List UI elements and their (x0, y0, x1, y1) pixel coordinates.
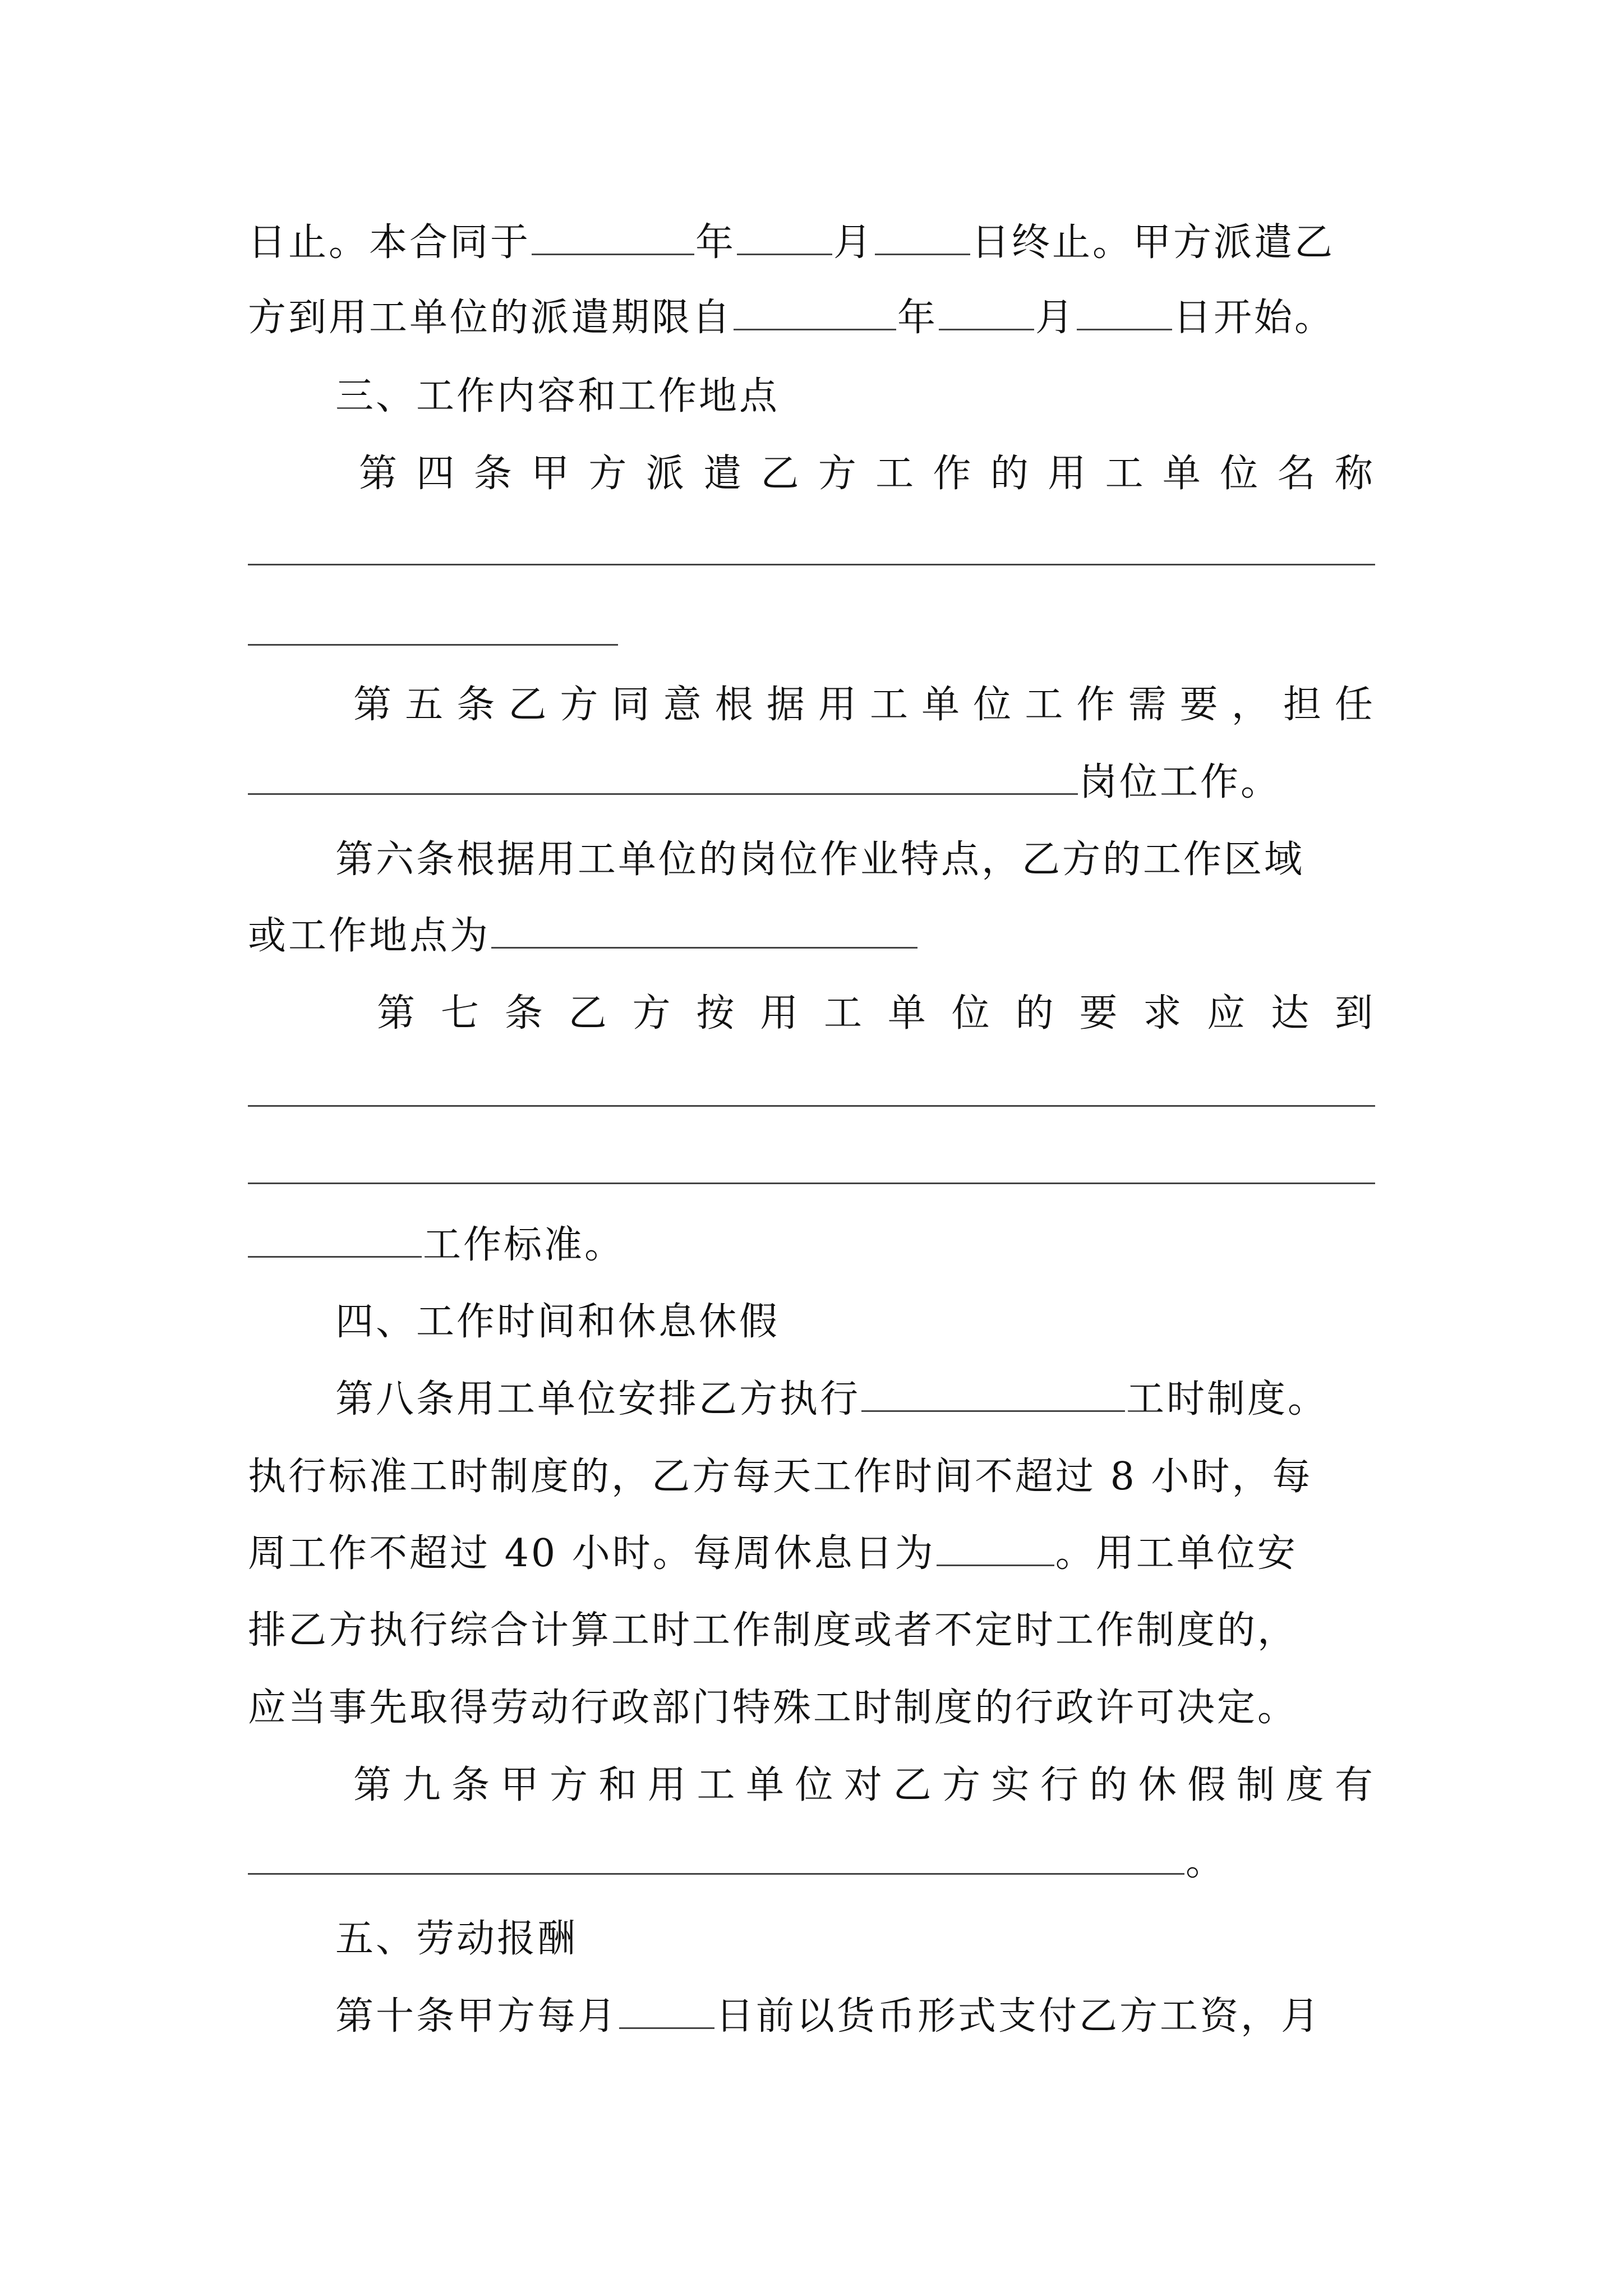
blank-line (737, 253, 832, 255)
article-6: 第六条根据用工单位的岗位作业特点，乙方的工作区域 (335, 838, 1305, 882)
paragraph-line: 应当事先取得劳动行政部门特殊工时制度的行政许可决定。 (248, 1686, 1298, 1730)
text: 日前以货币形式支付乙方工资，月 (716, 1994, 1322, 2039)
blank-line (619, 2027, 714, 2029)
article-5: 第五条乙方同意根据用工单位工作需要，担任 (353, 683, 1375, 727)
blank-line (861, 1410, 1125, 1412)
blank-line (491, 946, 917, 949)
text: 。用工单位安 (1055, 1531, 1298, 1576)
article-9: 第九条甲方和用工单位对乙方实行的休假制度有 (353, 1763, 1375, 1807)
blank-line (937, 1564, 1054, 1566)
text: 月 (1035, 296, 1076, 340)
blank-line (248, 1105, 1375, 1107)
article-8 (335, 1374, 1412, 1425)
blank-line (248, 644, 618, 646)
blank-line (248, 793, 1078, 795)
text: 月 (833, 220, 874, 265)
text: 工时制度。 (1126, 1377, 1329, 1421)
text: 年 (695, 220, 736, 265)
text: 日终止。甲方派遣乙 (971, 220, 1335, 265)
text: 周工作不超过 40 小时。每周休息日为 (248, 1531, 935, 1576)
text: 。 (1186, 1840, 1227, 1884)
text: 工作标准。 (423, 1223, 625, 1267)
text: 岗位工作。 (1079, 760, 1281, 804)
blank-line (875, 253, 970, 255)
section-heading: 四、工作时间和休息休假 (335, 1300, 780, 1344)
blank-line (248, 1872, 1184, 1875)
text: 日止。本合同于 (248, 220, 531, 265)
text: 方到用工单位的派遣期限自 (248, 296, 733, 340)
paragraph-line: 执行标准工时制度的，乙方每天工作时间不超过 8 小时，每 (248, 1455, 1313, 1499)
paragraph-line (248, 911, 1375, 961)
article-10 (335, 1991, 1375, 2042)
text: 年 (897, 296, 938, 340)
paragraph-line (248, 293, 1375, 343)
section-heading: 五、劳动报酬 (335, 1917, 578, 1961)
blank-line (248, 564, 1375, 565)
paragraph-line (248, 218, 1375, 268)
blank-line (248, 1255, 422, 1258)
blank-line (734, 328, 896, 330)
blank-line (248, 1182, 1375, 1184)
paragraph-line (248, 1220, 1375, 1271)
blank-line (532, 253, 694, 255)
text: 日开始。 (1173, 296, 1335, 340)
section-heading: 三、工作内容和工作地点 (335, 374, 780, 418)
paragraph-line: 排乙方执行综合计算工时工作制度或者不定时工作制度的， (248, 1608, 1298, 1653)
paragraph-line (248, 1837, 1375, 1888)
paragraph-line (248, 757, 1375, 808)
blank-line (1077, 328, 1172, 330)
paragraph-line (248, 1529, 1375, 1579)
article-4: 第四条甲方派遣乙方工作的用工单位名称 (359, 452, 1375, 496)
blank-line (939, 328, 1034, 330)
text: 或工作地点为 (248, 914, 491, 958)
text: 第十条甲方每月 (335, 1994, 619, 2039)
text: 第八条用工单位安排乙方执行 (335, 1377, 861, 1421)
article-7: 第七条乙方按用工单位的要求应达到 (377, 991, 1375, 1036)
